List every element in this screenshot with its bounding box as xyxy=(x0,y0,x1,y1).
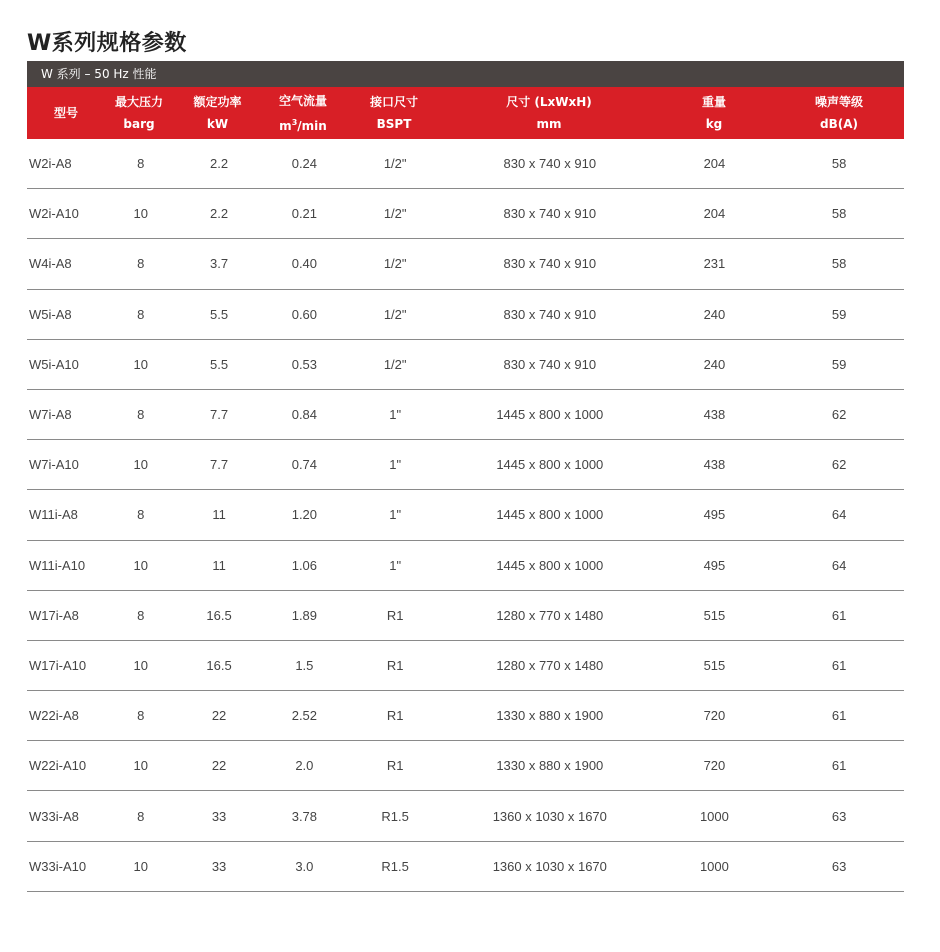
table-cell: W11i-A8 xyxy=(29,507,78,523)
table-row xyxy=(27,290,904,340)
table-cell: 3.7 xyxy=(210,256,229,272)
table-cell: 0.24 xyxy=(291,156,318,172)
table-cell: W33i-A8 xyxy=(29,808,79,824)
table-cell: 8 xyxy=(137,708,145,724)
table-body xyxy=(27,139,904,892)
header-max-pressure xyxy=(105,87,173,139)
table-cell: 438 xyxy=(703,457,726,473)
table-cell: 0.74 xyxy=(291,457,318,473)
table-cell: 3.78 xyxy=(291,808,318,824)
table-row xyxy=(27,490,904,540)
table-cell: 1.5 xyxy=(295,657,314,673)
table-row xyxy=(27,541,904,591)
header-unit: barg xyxy=(123,117,155,131)
table-cell: 1000 xyxy=(699,858,729,874)
table-cell: 22 xyxy=(211,708,227,724)
table-cell: W17i-A8 xyxy=(29,607,79,623)
table-cell: R1 xyxy=(386,708,404,724)
table-cell: 1" xyxy=(389,457,402,473)
table-cell: 63 xyxy=(831,808,847,824)
table-cell: 61 xyxy=(831,708,847,724)
header-label: 噪声等级 xyxy=(814,95,863,109)
table-cell: R1 xyxy=(386,758,404,774)
table-cell: 33 xyxy=(211,808,227,824)
table-cell: 8 xyxy=(137,507,145,523)
table-cell: W22i-A10 xyxy=(29,758,87,774)
table-cell: 1" xyxy=(389,407,402,423)
table-cell: 2.52 xyxy=(291,708,318,724)
page-title: W系列规格参数 xyxy=(27,31,187,56)
table-cell: 1000 xyxy=(699,808,729,824)
header-unit: kW xyxy=(206,117,229,131)
table-cell: 7.7 xyxy=(210,407,229,423)
table-cell: 2.2 xyxy=(210,206,229,222)
table-cell: 1/2" xyxy=(383,306,407,322)
table-cell: 1330 x 880 x 1900 xyxy=(496,758,604,774)
table-cell: 830 x 740 x 910 xyxy=(503,256,597,272)
table-cell: W5i-A8 xyxy=(29,306,72,322)
table-row xyxy=(27,189,904,239)
table-cell: W2i-A10 xyxy=(29,206,79,222)
table-cell: 11 xyxy=(212,557,226,573)
table-band-label: W 系列 – 50 Hz 性能 xyxy=(27,61,904,87)
table-header xyxy=(27,87,904,139)
table-row xyxy=(27,741,904,791)
table-cell: W11i-A10 xyxy=(29,557,86,573)
header-label: 最大压力 xyxy=(114,95,163,109)
header-unit: BSPT xyxy=(376,117,412,131)
table-cell: 1360 x 1030 x 1670 xyxy=(492,808,607,824)
table-cell: 1" xyxy=(389,507,402,523)
table-cell: 62 xyxy=(831,407,847,423)
header-label: 接口尺寸 xyxy=(369,95,418,109)
header-air-flow xyxy=(262,87,344,139)
table-row xyxy=(27,691,904,741)
table-cell: 231 xyxy=(703,256,726,272)
table-cell: 10 xyxy=(133,858,148,874)
table-cell: 59 xyxy=(831,306,847,322)
header-label: 重量 xyxy=(701,95,726,109)
table-cell: 1445 x 800 x 1000 xyxy=(496,557,604,573)
header-noise-level xyxy=(774,87,904,139)
table-cell: 1280 x 770 x 1480 xyxy=(496,657,604,673)
table-cell: W7i-A10 xyxy=(29,457,79,473)
header-unit: mm xyxy=(536,117,562,131)
spec-table xyxy=(27,61,904,892)
table-cell: R1 xyxy=(386,607,404,623)
table-cell: 495 xyxy=(703,507,726,523)
table-cell: W4i-A8 xyxy=(29,256,72,272)
table-cell: R1 xyxy=(386,657,404,673)
table-cell: 10 xyxy=(133,657,148,673)
table-cell: 10 xyxy=(133,758,148,774)
table-cell: 10 xyxy=(133,206,148,222)
table-cell: 720 xyxy=(703,708,726,724)
table-cell: 240 xyxy=(703,306,726,322)
table-cell: 2.0 xyxy=(295,758,314,774)
table-cell: 11 xyxy=(212,507,226,523)
table-cell: 495 xyxy=(703,557,726,573)
table-cell: R1.5 xyxy=(381,808,409,824)
header-unit: dB(A) xyxy=(820,117,858,131)
header-label: 空气流量 xyxy=(278,93,327,108)
table-cell: W17i-A10 xyxy=(29,657,87,673)
header-label: 型号 xyxy=(53,106,78,120)
table-cell: 58 xyxy=(831,256,847,272)
table-cell: 8 xyxy=(137,808,145,824)
table-cell: 8 xyxy=(137,607,145,623)
header-rated-power xyxy=(173,87,262,139)
table-cell: W33i-A10 xyxy=(29,858,87,874)
table-cell: 1.89 xyxy=(291,607,318,623)
table-cell: 8 xyxy=(137,256,145,272)
table-cell: 0.84 xyxy=(291,407,318,423)
table-cell: 63 xyxy=(831,858,847,874)
table-cell: 0.53 xyxy=(291,356,318,372)
table-cell: 1.20 xyxy=(291,507,318,523)
header-label: 额定功率 xyxy=(193,95,242,109)
table-cell: 10 xyxy=(133,356,148,372)
table-cell: 240 xyxy=(703,356,726,372)
table-row xyxy=(27,842,904,892)
table-cell: 16.5 xyxy=(206,657,232,673)
table-cell: 8 xyxy=(137,156,145,172)
table-cell: 830 x 740 x 910 xyxy=(503,156,597,172)
table-cell: 830 x 740 x 910 xyxy=(503,356,597,372)
table-cell: 1445 x 800 x 1000 xyxy=(496,407,604,423)
table-cell: 64 xyxy=(831,557,847,573)
table-row xyxy=(27,440,904,490)
table-row xyxy=(27,340,904,390)
table-cell: W2i-A8 xyxy=(29,156,72,172)
table-cell: 830 x 740 x 910 xyxy=(503,306,597,322)
header-weight xyxy=(654,87,774,139)
table-cell: 10 xyxy=(133,557,148,573)
table-cell: 1" xyxy=(389,557,402,573)
table-row xyxy=(27,239,904,289)
table-cell: 1/2" xyxy=(383,156,407,172)
table-cell: 22 xyxy=(211,758,227,774)
table-cell: 830 x 740 x 910 xyxy=(503,206,597,222)
header-unit: kg xyxy=(705,117,723,131)
table-cell: 0.60 xyxy=(291,306,318,322)
table-cell: 1280 x 770 x 1480 xyxy=(496,607,604,623)
table-cell: 438 xyxy=(703,407,726,423)
header-connection-size xyxy=(344,87,444,139)
table-cell: 204 xyxy=(703,156,726,172)
table-cell: 58 xyxy=(831,156,847,172)
header-label: 尺寸 (LxWxH) xyxy=(506,95,592,109)
table-cell: 1330 x 880 x 1900 xyxy=(496,708,604,724)
table-cell: 1/2" xyxy=(383,206,407,222)
table-cell: W7i-A8 xyxy=(29,407,72,423)
table-cell: 0.21 xyxy=(291,206,318,222)
table-row xyxy=(27,641,904,691)
table-cell: 64 xyxy=(831,507,847,523)
table-cell: 2.2 xyxy=(210,156,229,172)
table-cell: 59 xyxy=(831,356,847,372)
table-cell: 62 xyxy=(831,457,847,473)
table-cell: W22i-A8 xyxy=(29,708,79,724)
table-cell: 1/2" xyxy=(383,256,407,272)
table-cell: 204 xyxy=(703,206,726,222)
table-cell: 61 xyxy=(831,758,847,774)
table-cell: 8 xyxy=(137,306,145,322)
table-cell: 58 xyxy=(831,206,847,222)
table-cell: 3.0 xyxy=(295,858,314,874)
table-cell: 1445 x 800 x 1000 xyxy=(496,457,604,473)
table-row xyxy=(27,591,904,641)
header-dimensions xyxy=(444,87,654,139)
header-unit: $m^3/\min$ xyxy=(279,117,327,133)
table-row xyxy=(27,139,904,189)
table-cell: 1.06 xyxy=(291,557,318,573)
table-cell: 1360 x 1030 x 1670 xyxy=(492,858,607,874)
table-cell: W5i-A10 xyxy=(29,356,79,372)
table-row xyxy=(27,791,904,841)
table-cell: 515 xyxy=(703,607,726,623)
table-cell: 5.5 xyxy=(210,306,229,322)
table-cell: 5.5 xyxy=(210,356,229,372)
table-cell: 0.40 xyxy=(291,256,318,272)
table-cell: 10 xyxy=(133,457,148,473)
table-cell: R1.5 xyxy=(381,858,409,874)
table-cell: 7.7 xyxy=(210,457,229,473)
table-cell: 1445 x 800 x 1000 xyxy=(496,507,604,523)
table-cell: 33 xyxy=(211,858,227,874)
table-cell: 1/2" xyxy=(383,356,407,372)
table-cell: 61 xyxy=(831,607,847,623)
header-model xyxy=(27,87,105,139)
table-cell: 8 xyxy=(137,407,145,423)
table-cell: 515 xyxy=(703,657,726,673)
table-row xyxy=(27,390,904,440)
table-cell: 61 xyxy=(831,657,847,673)
table-cell: 16.5 xyxy=(206,607,232,623)
table-cell: 720 xyxy=(703,758,726,774)
